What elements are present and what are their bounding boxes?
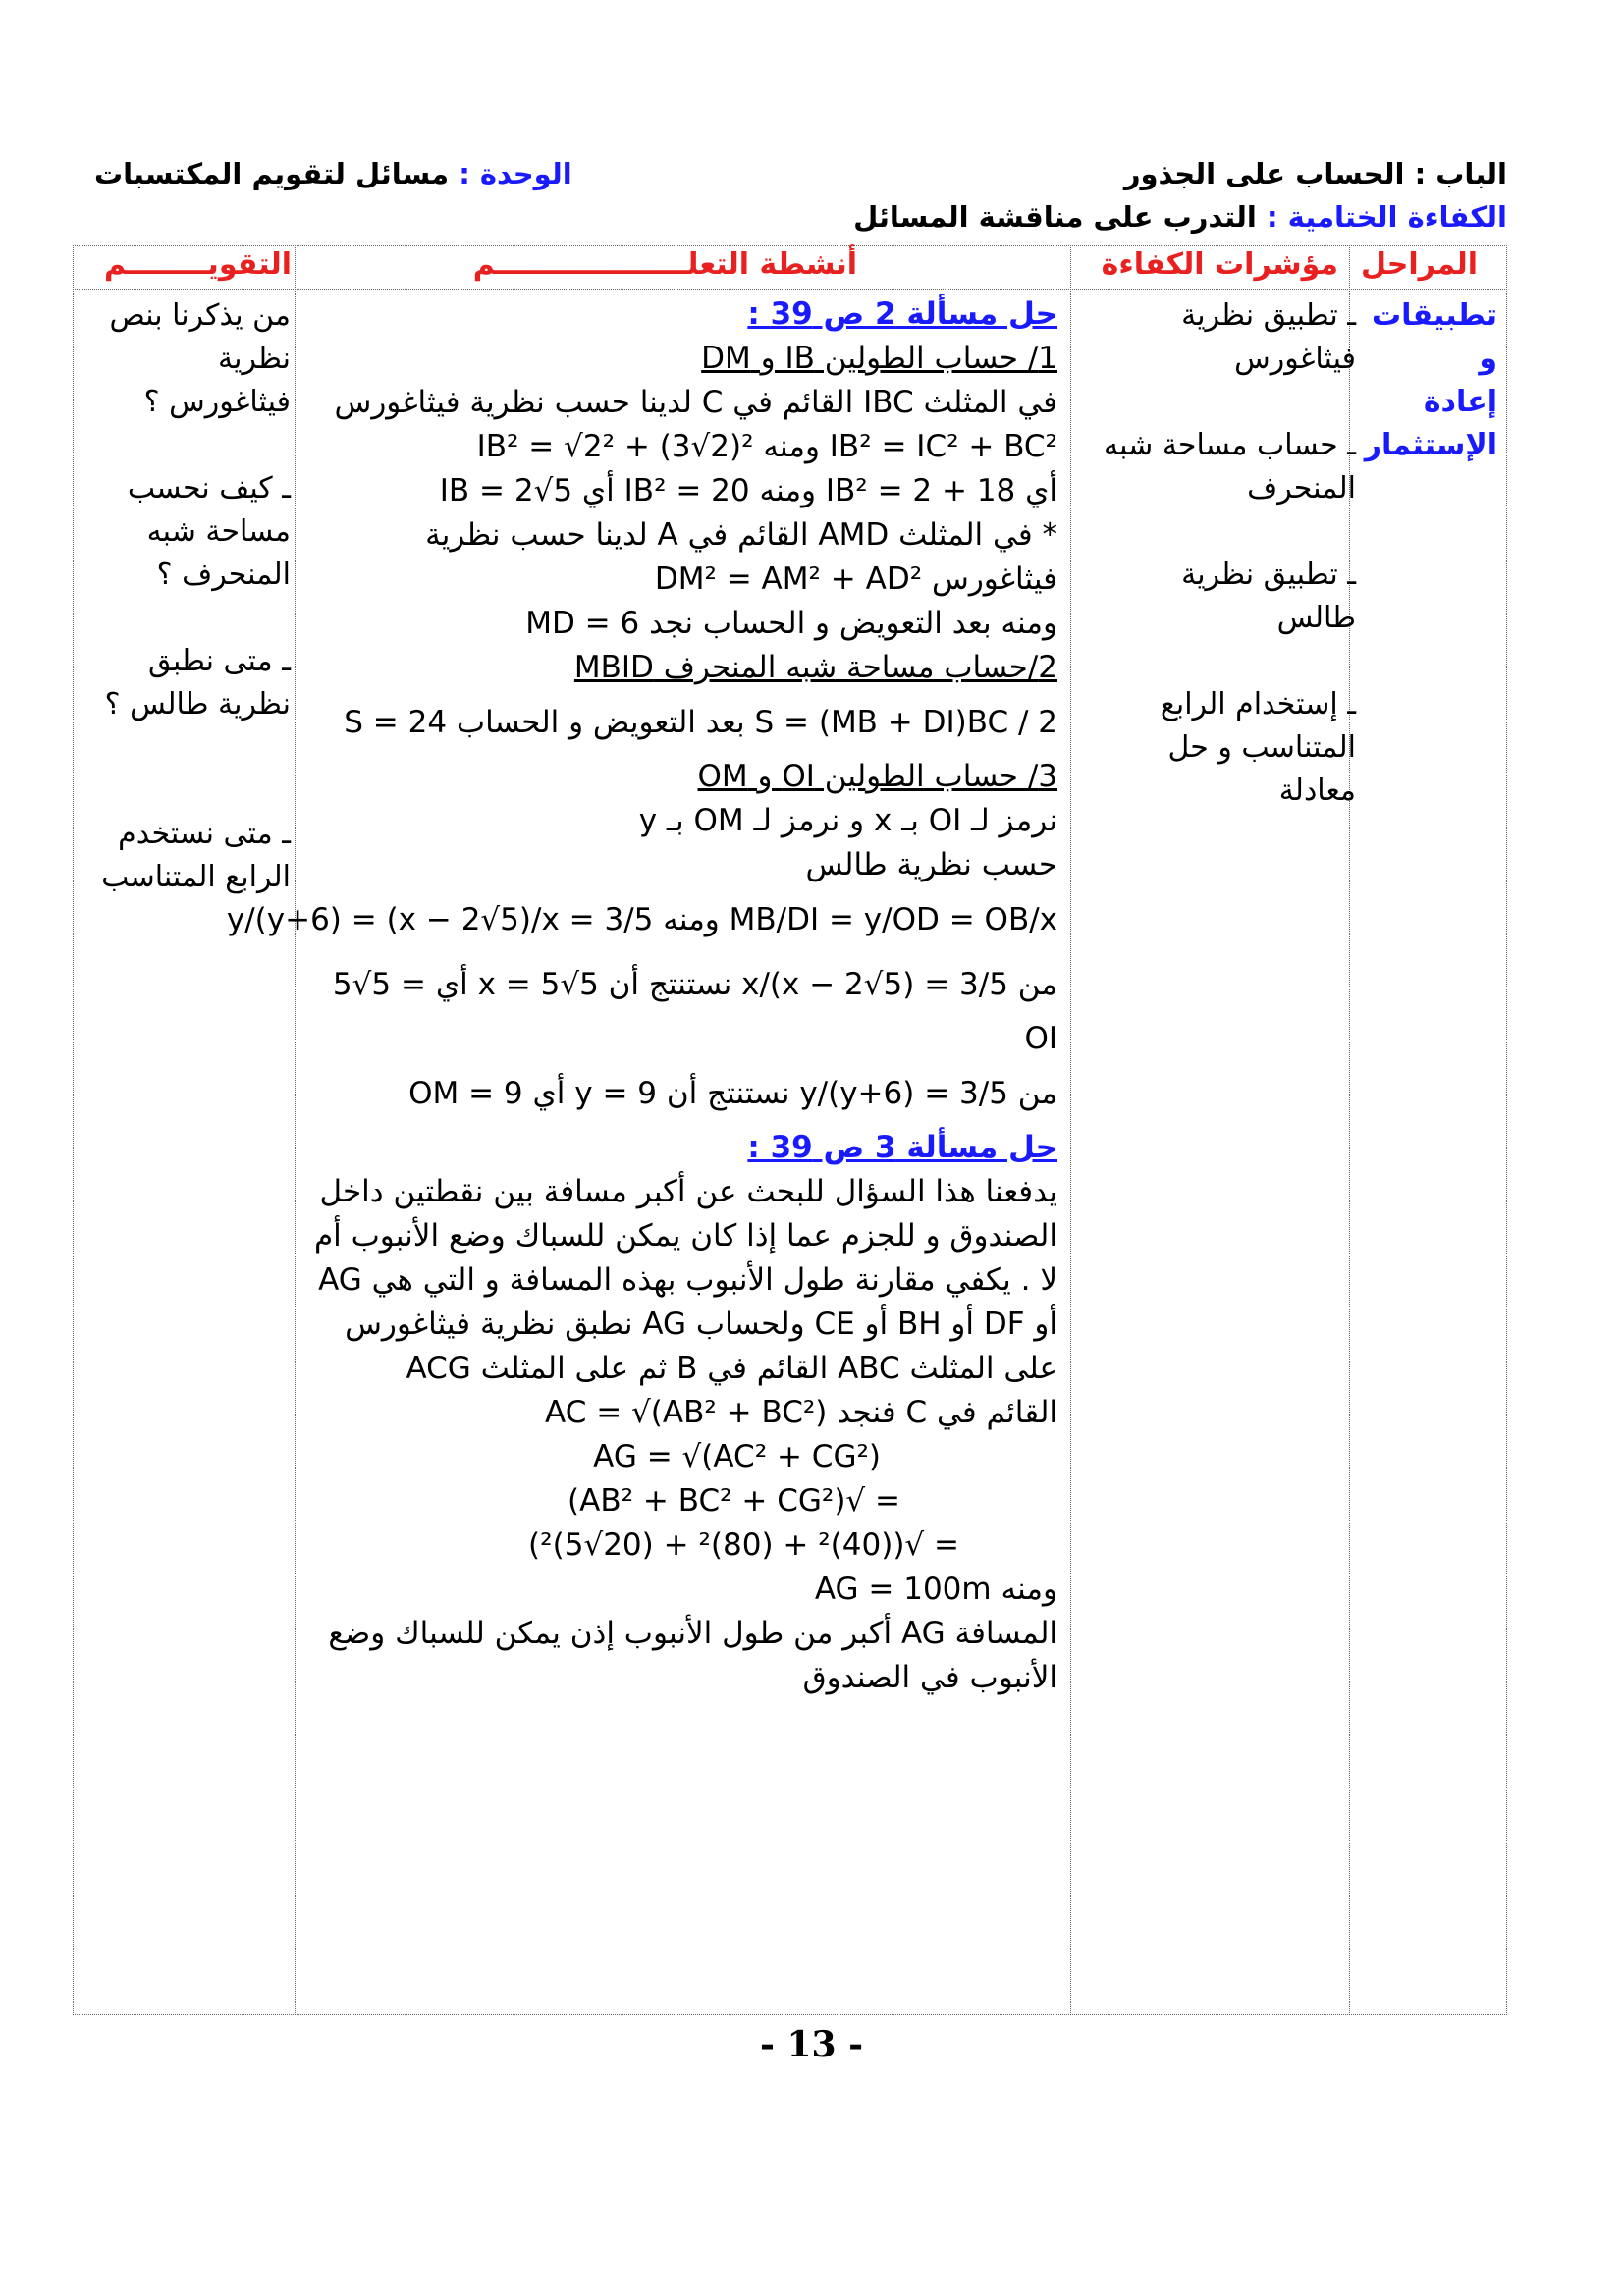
competency-line	[853, 200, 1507, 234]
indicator-line	[1101, 510, 1356, 554]
evaluation-line: مساحة شبه	[146, 514, 291, 549]
stage-line: إعادة	[1423, 385, 1497, 419]
activity-line: ومنه AG = 100m	[814, 1572, 1057, 1607]
indicators-column	[1101, 294, 1356, 813]
activity-line: لا . يكفي مقارنة طول الأنبوب بهذه المسافة و التي هي AG	[318, 1262, 1057, 1298]
evaluation-line: من يذكرنا بنص	[109, 298, 291, 333]
activity-line: الأنبوب في الصندوق	[802, 1660, 1057, 1695]
stage-line: الإستثمار	[1364, 428, 1497, 462]
evaluation-line: نظرية	[218, 342, 291, 376]
indicator-line: طالس	[1276, 601, 1356, 635]
activity-line: MB/DI = y/OD = OB/x ومنه 3/5 = y/(y+6) = (x − 2√5)/x	[226, 902, 1057, 937]
unit-value: مسائل لتقويم المكتسبات	[94, 157, 450, 190]
column-divider	[1070, 245, 1071, 2015]
stage-column	[1364, 294, 1497, 467]
indicator-line: ـ تطبيق نظرية	[1181, 558, 1356, 592]
activity-line: AG = √(AC² + CG²)	[593, 1439, 881, 1474]
indicator-line	[1101, 640, 1356, 683]
page-number: - 13 -	[759, 2024, 864, 2065]
competency-value: التدرب على مناقشة المسائل	[853, 200, 1257, 234]
activity-line: الصندوق و للجزم عما إذا كان يمكن للسباك وضع الأنبوب أم	[313, 1218, 1057, 1254]
indicator-line: ـ إستخدام الرابع	[1160, 687, 1356, 721]
indicator-line: ـ تطبيق نظرية	[1181, 298, 1356, 333]
competency-label: الكفاءة الختامية :	[1266, 200, 1507, 234]
evaluation-line	[84, 597, 291, 640]
activity-line: ومنه بعد التعويض و الحساب نجد MD = 6	[525, 606, 1057, 641]
activity-line: S = (MB + DI)BC / 2 بعد التعويض و الحساب S = 24	[344, 705, 1057, 740]
stage-line: تطبيقات و	[1372, 298, 1497, 376]
activity-line: المسافة AG أكبر من طول الأنبوب إذن يمكن للسباك وضع	[328, 1616, 1057, 1651]
evaluation-line: الرابع المتناسب	[101, 860, 291, 894]
activity-line: 1/ حساب الطولين IB و DM	[701, 341, 1057, 376]
evaluation-line: المنحرف ؟	[156, 558, 291, 592]
activity-line: 3/ حساب الطولين OI و OM	[697, 759, 1057, 794]
header-activities: أنشطة التعلـــــــــــــــــــم	[472, 247, 857, 282]
indicator-line: معادلة	[1278, 774, 1356, 808]
activity-line: أي IB² = 2 + 18 ومنه IB² = 20 أي IB = 2√5	[439, 473, 1057, 508]
activity-line: 2/حساب مساحة شبه المنحرف MBID	[573, 650, 1057, 685]
evaluation-line: ـ متى نطبق	[147, 644, 291, 678]
activity-line: حسب نظرية طالس	[805, 847, 1057, 882]
activity-line: فيثاغورس DM² = AM² + AD²	[654, 561, 1057, 597]
indicator-line	[1101, 381, 1356, 424]
evaluation-line	[84, 726, 291, 770]
activity-line: في المثلث IBC القائم في C لدينا حسب نظرية فيثاغورس	[334, 385, 1057, 420]
evaluation-line: نظرية طالس ؟	[104, 687, 291, 721]
activity-line: يدفعنا هذا السؤال للبحث عن أكبر مسافة بين نقطتين داخل	[319, 1174, 1057, 1209]
table-header-divider	[73, 289, 1507, 290]
problem-3-title: حل مسألة 3 ص 39 :	[747, 1130, 1057, 1165]
chapter-value: الحساب على الجذور	[1123, 157, 1405, 190]
header-stages: المراحل	[1360, 247, 1478, 282]
activity-line: IB² = IC² + BC² ومنه IB² = √2² + (3√2)²	[476, 429, 1057, 464]
activity-line: من 3/5 = (x − 2√5)/x نستنتج أن x = 5√5 أي = 5√5	[332, 967, 1057, 1002]
activity-line: * في المثلث AMD القائم في A لدينا حسب نظرية	[425, 517, 1057, 553]
header-indicators: مؤشرات الكفاءة	[1101, 247, 1338, 282]
evaluation-line: ـ متى نستخدم	[118, 817, 291, 851]
indicator-line: فيثاغورس	[1234, 342, 1356, 376]
evaluation-line	[84, 424, 291, 467]
indicator-line: المنحرف	[1247, 471, 1356, 506]
unit-label: الوحدة :	[459, 157, 572, 190]
unit-line	[94, 157, 572, 190]
evaluation-column	[84, 294, 291, 899]
activity-line: القائم في C فنجد AC = √(AB² + BC²)	[545, 1395, 1057, 1430]
indicator-line: المتناسب و حل	[1167, 730, 1356, 765]
activity-line: = √((40)² + (80)² + (20√5)²)	[528, 1527, 959, 1563]
evaluation-line: ـ كيف نحسب	[127, 471, 291, 506]
activity-line: = √(AB² + BC² + CG²)	[568, 1483, 900, 1519]
activity-line: نرمز لـ OI بـ x و نرمز لـ OM بـ y	[638, 803, 1057, 838]
chapter-line	[1124, 157, 1507, 190]
indicator-line: ـ حساب مساحة شبه	[1104, 428, 1356, 462]
activity-line: OI	[1024, 1021, 1057, 1056]
activity-line: من 3/5 = y/(y+6) نستنتج أن y = 9 أي OM = 9	[408, 1076, 1057, 1111]
evaluation-line	[84, 770, 291, 813]
activities-column	[226, 293, 1057, 1700]
problem-2-title: حل مسألة 2 ص 39 :	[747, 296, 1057, 332]
header-evaluation: التقويــــــــم	[104, 247, 293, 282]
chapter-label: الباب :	[1414, 157, 1507, 190]
column-divider	[295, 245, 296, 2015]
activity-line: على المثلث ABC القائم في B ثم على المثلث ACG	[406, 1351, 1057, 1386]
activity-line: أو DF أو BH أو CE ولحساب AG نطبق نظرية فيثاغورس	[345, 1307, 1057, 1342]
evaluation-line: فيثاغورس ؟	[143, 385, 291, 419]
